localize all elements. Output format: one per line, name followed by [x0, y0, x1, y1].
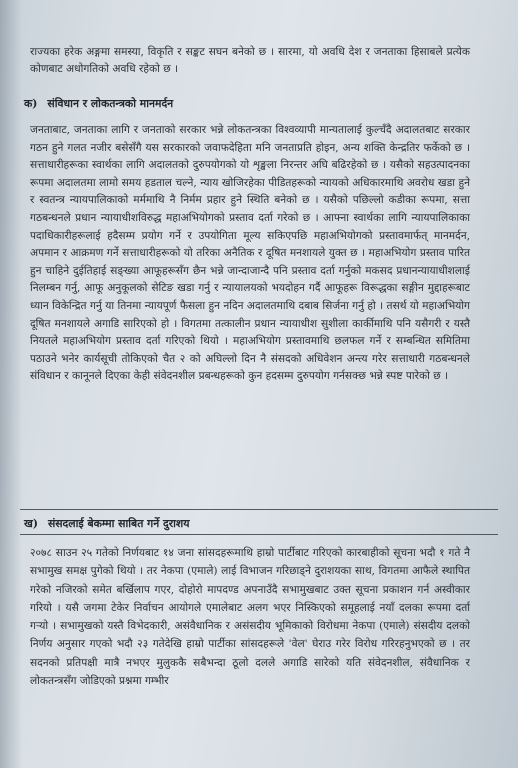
section-b-body: २०७८ साउन २५ गतेको निर्णयबाट १४ जना सांसदहरूमाथि हाम्रो पार्टीबाट गरिएको कारबाहीको सूचना भदौ १ गते नै सभामुख समक्ष पुगेको थियो । तर नेकपा (एमाले) लाई विभाजन गरिछाड्ने दुराशयका साथ, विगतमा आफैले स्थापित गरेको नजिरको समेत बर्खिलाप गएर, दोहोरो मापदण्ड अपनाउँदै सभामुखबाट उक्त सूचना प्रकाशन गर्न अस्वीकार गरियो । यसै जगमा टेकेर निर्वाचन आयोगले एमालेबाट अलग भएर निस्किएको समूहलाई नयाँ दलका रूपमा दर्ता गर्‍यो । सभामुखको यस्तै विभेदकारी, असंवैधानिक र असंसदीय भूमिकाको विरोधमा नेकपा (एमाले) संसदीय दलको निर्णय अनुसार गएको भदौ २३ गतेदेखि हाम्रो पार्टीका सांसदहरूले 'वेल' घेराउ गरेर विरोध गरिरहनुभएको छ । तर सदनको प्रतिपक्षी मात्रै नभएर मुलुककै सबैभन्दा ठूलो दलले अगाडि सारेको यति संवेदनशील, संवैधानिक र लोकतन्त्रसँग जोडिएको प्रश्नमा गम्भीर	[30, 547, 471, 688]
intro-paragraph: राज्यका हरेक अङ्गमा समस्या, विकृति र सङ्कट सघन बनेको छ । सारमा, यो अवधि देश र जनताका हिसाबले प्रत्येक कोणबाट अधोगतिको अवधि रहेको छ ।	[30, 46, 470, 76]
section-divider-top	[20, 509, 498, 510]
section-marker-b: ख)	[24, 517, 38, 530]
section-a-body: जनताबाट, जनताका लागि र जनताको सरकार भन्ने लोकतन्त्रका विश्वव्यापी मान्यतालाई कुल्चँदै अदालतबाट सरकार गठन हुने गलत नजीर बसेसँगै यस सरकारको जवाफदेहिता मनि जनताप्रति होइन, अन्य शक्ति केन्द्रतिर फर्केको छ । सत्ताधारीहरूका स्वार्थका लागि अदालतको दुरुपयोगको यो शृङ्खला निरन्तर अघि बढिरहेको छ । यसैको सहउत्पादनका रूपमा अदालतमा लामो समय हडताल चल्ने, न्याय खोजिरहेका पीडितहरूको न्यायको अधिकारमाथि अवरोध खडा हुने र स्वतन्त्र न्यायपालिकाको मर्ममाथि नै निर्मम प्रहार हुने स्थिति बनेको छ । यसैको पछिल्लो कडीका रूपमा, सत्ता गठबन्धनले प्रधान न्यायाधीशविरुद्ध महाअभियोगको प्रस्ताव दर्ता गरेको छ । आफ्ना स्वार्थका लागि न्यायपालिकाका पदाधिकारीहरूलाई हदैसम्म प्रयोग गर्ने र उपयोगिता मूल्य सकिएपछि महाअभियोगको प्रस्तावमार्फत् मानमर्दन, अपमान र आक्रमण गर्ने सत्ताधारीहरूको यो तरिका अनैतिक र दूषित मनशायले युक्त छ । महाअभियोग प्रस्ताव पारित हुन चाहिने दुईतिहाई सङ्ख्या आफूहरूसँग छैन भन्ने जान्दाजान्दै पनि प्रस्ताव दर्ता गर्नुको मकसद प्रधानन्यायाधीशलाई निलम्बन गर्नु, आफू अनुकूलको सेटिङ खडा गर्नु र न्यायालयको भयदोहन गर्दै आफूहरू विरूद्धका सङ्गीन मुद्दाहरूबाट ध्यान विकेन्द्रित गर्नु या तिनमा न्यायपूर्ण फैसला हुन नदिन अदालतमाथि दबाब सिर्जना गर्नु हो । तसर्थ यो महाअभियोग दूषित मनशायले अगाडि सारिएको हो । विगतमा तत्कालीन प्रधान न्यायाधीश सुशीला कार्कीमाथि पनि यसैगरी र यस्तै नियतले महाअभियोग प्रस्ताव दर्ता गरिएको थियो । महाअभियोग प्रस्तावमाथि छलफल गर्ने र सम्बन्धित समितिमा पठाउने भनेर कार्यसूची तोकिएको चैत २ को अघिल्लो दिन नै संसदको अधिवेशन अन्त्य गरेर सत्ताधारी गठबन्धनले संविधान र कानूनले दिएका केही संवेदनशील प्रबन्धहरूको कुन हदसम्म दुरुपयोग गर्नसक्छ भन्ने स्पष्ट पारेको छ ।	[30, 124, 470, 383]
section-title-b: संसदलाई बेकम्मा साबित गर्ने दुराशय	[47, 517, 190, 530]
section-heading-b	[24, 516, 190, 531]
section-divider-bottom	[20, 534, 498, 535]
binding-shadow	[0, 0, 22, 768]
section-marker-a: क)	[24, 97, 38, 110]
section-heading-a	[24, 96, 173, 111]
section-title-a: संविधान र लोकतन्त्रको मानमर्दन	[47, 97, 174, 110]
